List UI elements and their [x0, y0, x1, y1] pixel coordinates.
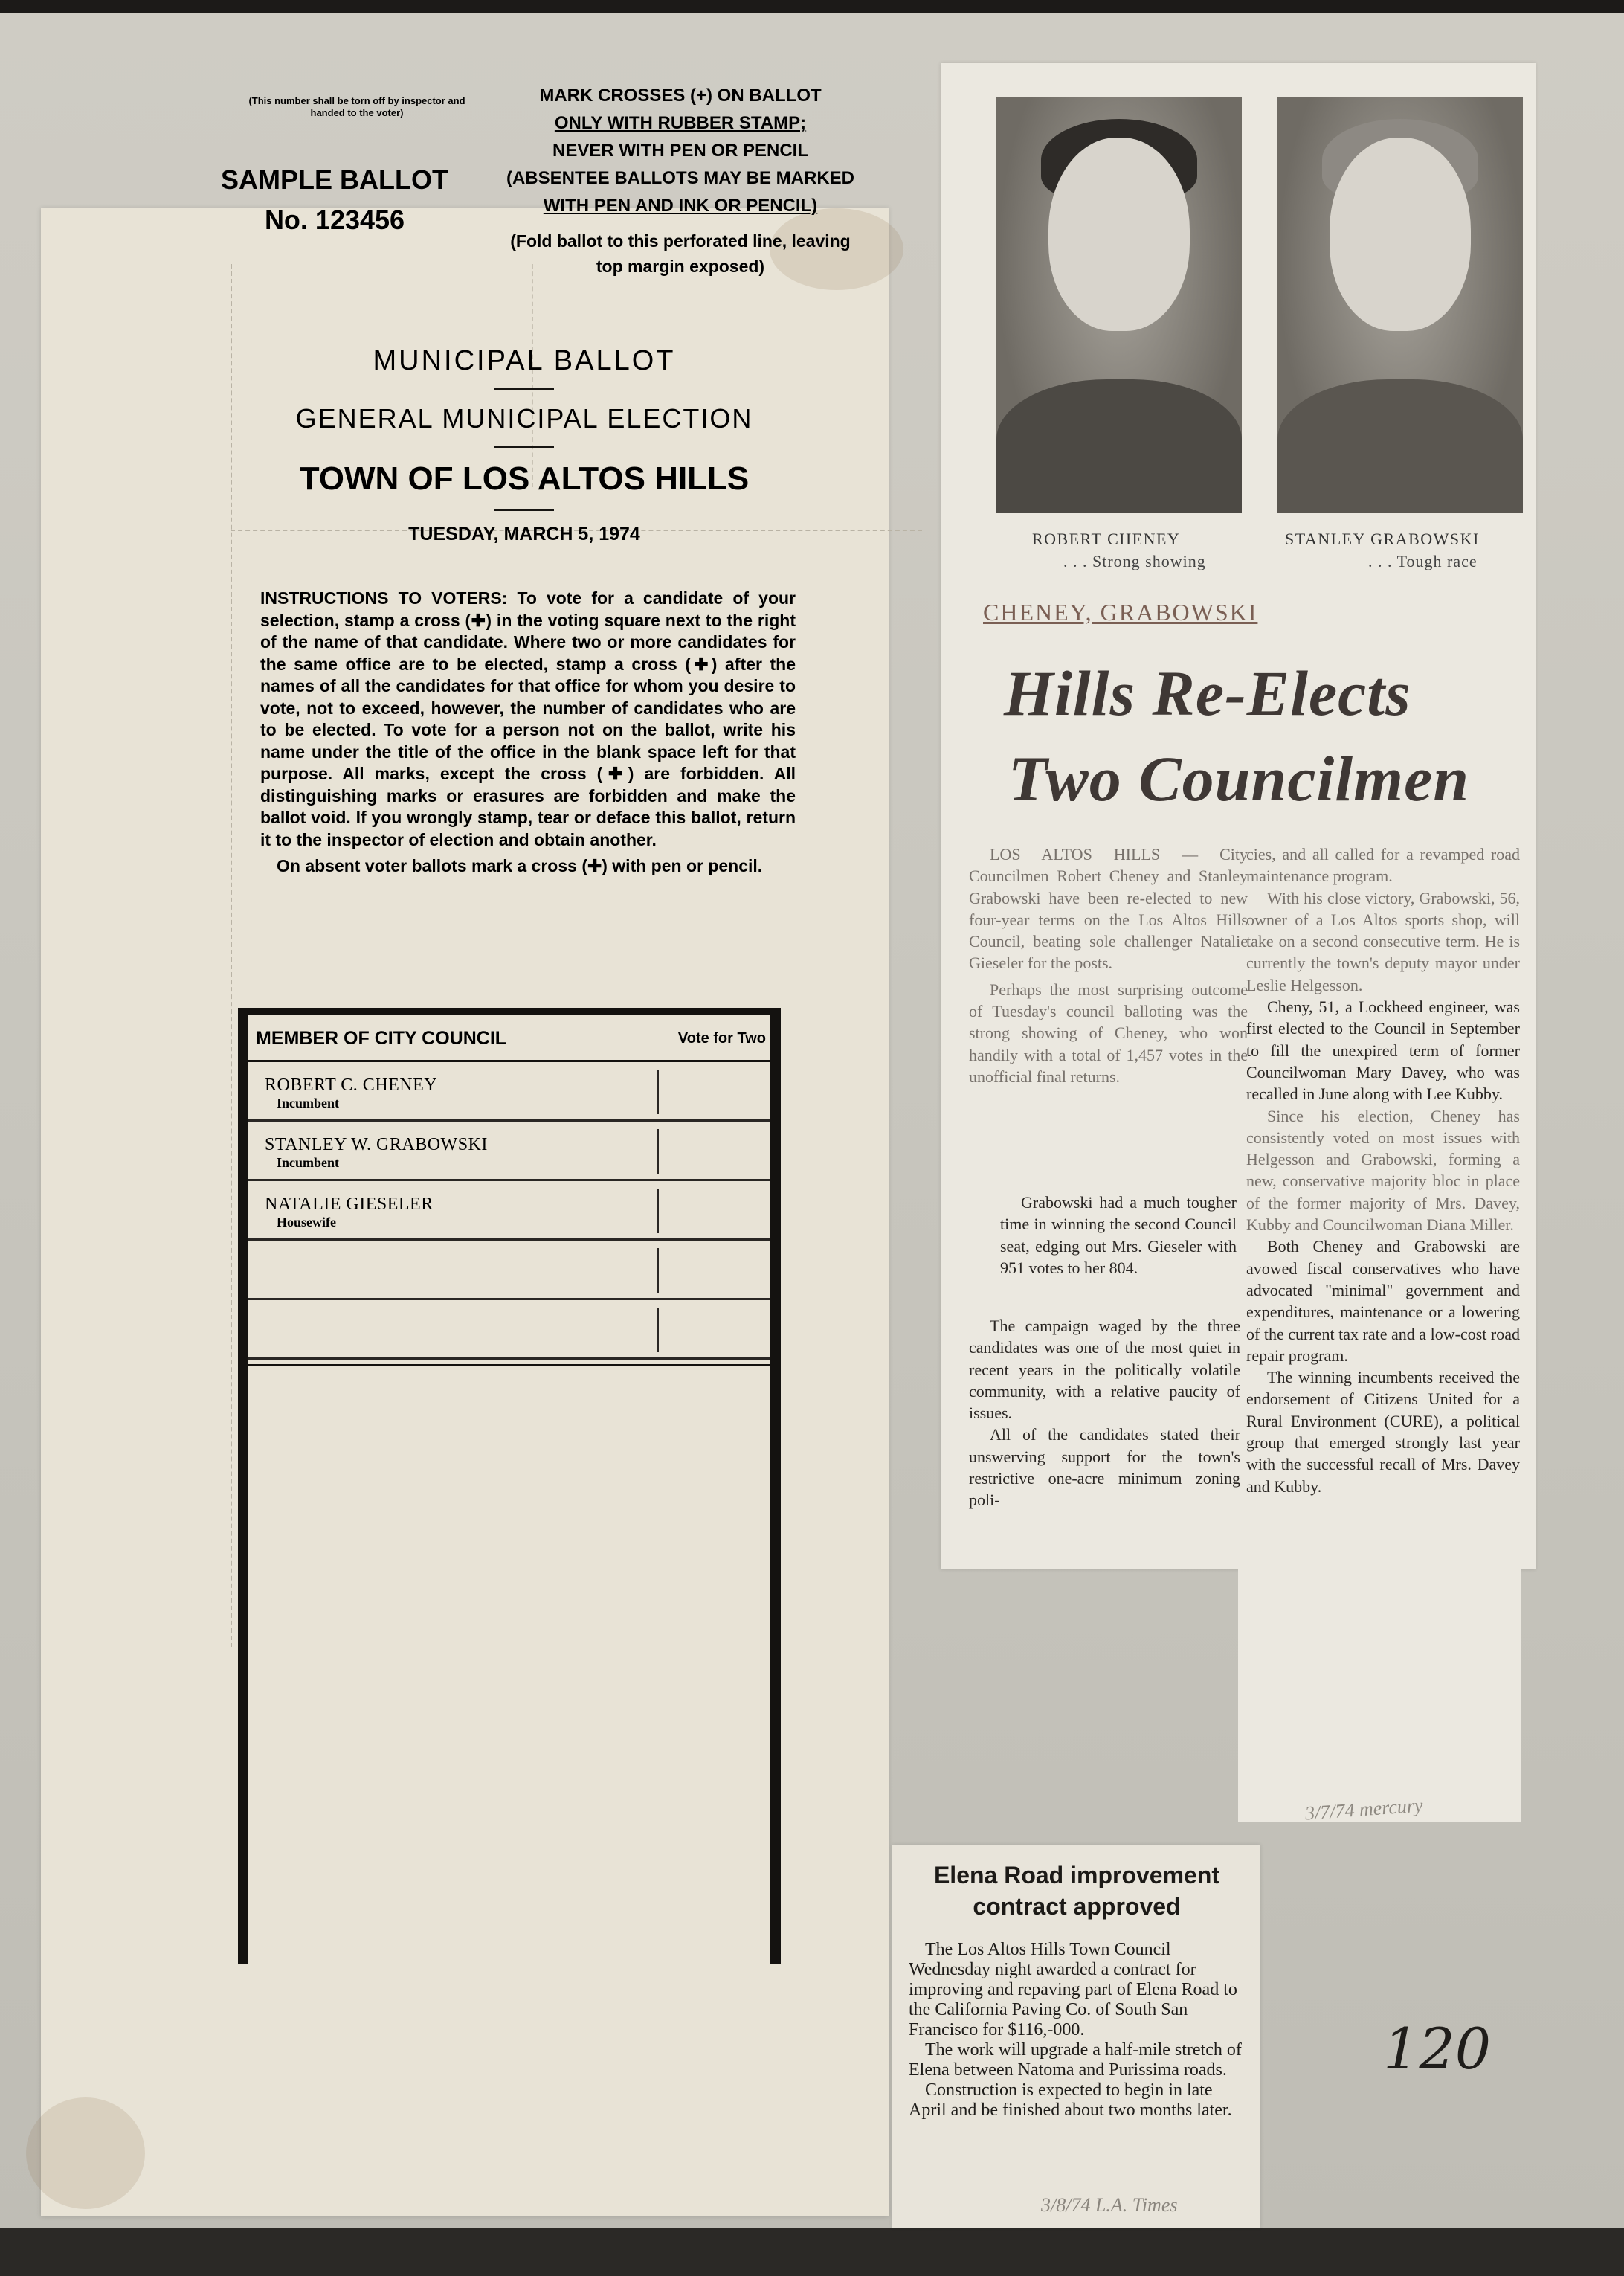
- candidate-row: [248, 1181, 770, 1241]
- top-frame-edge: [0, 0, 1624, 13]
- article-paragraph: The winning incumbents received the endorsement of Citizens United for a Rural Environment (CURE), a political group that emerged strongly last year with the successful recall of Mrs. Davey and Kubby.: [1246, 1368, 1520, 1496]
- candidate-row: [248, 1122, 770, 1181]
- voting-square[interactable]: [657, 1129, 659, 1174]
- article-paragraph: Perhaps the most surprising outcome of Tuesday's council balloting was the strong showing of Cheney, who won handily with a total of 1,457 votes in the unofficial final returns.: [969, 980, 1248, 1086]
- elena-article-body: [909, 1940, 1252, 2121]
- election-name: GENERAL MUNICIPAL ELECTION: [295, 403, 753, 434]
- divider: [494, 509, 554, 511]
- town-name: TOWN OF LOS ALTOS HILLS: [299, 460, 750, 497]
- article-paragraph: All of the candidates stated their unswerving support for the town's restrictive one-acre minimum zoning poli-: [969, 1425, 1240, 1510]
- candidate-name: ROBERT C. CHENEY: [265, 1076, 438, 1095]
- ballot-header: [216, 342, 833, 547]
- mark-line: WITH PEN AND INK OR PENCIL): [543, 196, 818, 216]
- voter-instructions: [260, 588, 796, 878]
- tear-off-note: (This number shall be torn off by inspector and handed to the voter): [248, 95, 465, 118]
- newspaper-clipping-extension: [1238, 1555, 1521, 1822]
- handwritten-source-note: 3/7/74 mercury: [1304, 1794, 1424, 1825]
- headline-line: Two Councilmen: [1008, 743, 1470, 814]
- photo-caption-note: . . . Tough race: [1368, 552, 1478, 570]
- photo-stanley-grabowski: [1277, 97, 1523, 513]
- article-column: [1246, 843, 1520, 1497]
- article-column: [969, 1315, 1240, 1511]
- article-paragraph: cies, and all called for a revamped road maintenance program.: [1246, 845, 1520, 886]
- vote-for-label: Vote for Two: [677, 1030, 766, 1047]
- mark-line: ONLY WITH RUBBER STAMP;: [554, 113, 807, 133]
- sample-ballot-title: SAMPLE BALLOT: [221, 164, 448, 195]
- article-paragraph: The campaign waged by the three candidates was one of the most quiet in recent years in the politically volatile community, with a relative paucity of issues.: [969, 1317, 1240, 1423]
- article-column: [969, 843, 1248, 1087]
- voting-square[interactable]: [657, 1248, 659, 1293]
- ballot-title: MUNICIPAL BALLOT: [373, 345, 676, 376]
- article-headline: [1004, 651, 1509, 822]
- absent-voter-note: On absent voter ballots mark a cross (✚) with pen or pencil.: [277, 856, 763, 875]
- mark-line: MARK CROSSES (+) ON BALLOT: [539, 86, 822, 106]
- elena-paragraph: Construction is expected to begin in late April and be finished about two months later.: [909, 2080, 1232, 2120]
- article-kicker: CHENEY, GRABOWSKI: [983, 599, 1258, 626]
- photo-caption-note: . . . Strong showing: [1063, 552, 1206, 570]
- candidate-name: STANLEY W. GRABOWSKI: [265, 1135, 488, 1154]
- stain: [26, 2097, 145, 2209]
- candidate-occupation: Housewife: [277, 1215, 336, 1229]
- council-header: [248, 1015, 770, 1062]
- photo-robert-cheney: [996, 97, 1242, 513]
- article-paragraph: With his close victory, Grabowski, 56, owner of a Los Altos sports shop, will take on a second consecutive term. He is currently the town's deputy mayor under Leslie Helgesson.: [1246, 888, 1520, 994]
- photo-caption-name: ROBERT CHENEY: [1032, 530, 1181, 548]
- mark-line: (ABSENTEE BALLOTS MAY BE MARKED: [506, 168, 855, 188]
- handwritten-source-note: 3/8/74 L.A. Times: [1041, 2194, 1178, 2216]
- article-paragraph: LOS ALTOS HILLS — City Councilmen Robert Cheney and Stanley Grabowski have been re-elected to new four-year terms on the Los Altos Hills Council, beating sole challenger Natalie Gieseler for the posts.: [969, 845, 1248, 973]
- divider: [494, 446, 554, 448]
- article-paragraph: Since his election, Cheney has consistently voted on most issues with Helgesson and Grabowski, forming a new, conservative majority bloc in place of the former majority of Mrs. Davey, Kubby and Councilwoman Diana Miller.: [1246, 1106, 1520, 1235]
- divider: [494, 388, 554, 390]
- handwritten-page-number: 120: [1383, 2016, 1492, 2082]
- sample-ballot-number: No. 123456: [264, 205, 405, 235]
- fold-note: (Fold ballot to this perforated line, leaving top margin exposed): [510, 231, 851, 276]
- instructions-text: INSTRUCTIONS TO VOTERS: To vote for a candidate of your selection, stamp a cross (✚) in the voting square next to the right of the name of that candidate. Where two or more candidates for the same office are to be elected, stamp a cross (✚) after the names of all the candidates for that office for whom you desire to vote, not to exceed, however, the number of candidates who are to be elected. To vote for a person not on the ballot, write his name under the title of the office in the blank space left for that purpose. All marks, except the cross (✚) are forbidden. All distinguishing marks or erasures are forbidden and make the ballot void. If you wrongly stamp, tear or deface this ballot, return it to the inspector of election and obtain another.: [260, 588, 796, 849]
- candidate-occupation: Incumbent: [277, 1096, 340, 1110]
- mark-line: NEVER WITH PEN OR PENCIL: [552, 141, 809, 161]
- article-paragraph: Cheny, 51, a Lockheed engineer, was first elected to the Council in September to fill the unexpired term of former Councilwoman Mary Davey, who was recalled in June along with Lee Kubby.: [1246, 997, 1520, 1104]
- article-paragraph: Both Cheney and Grabowski are avowed fiscal conservatives who have advocated "minimal" government and expenditures, maintenance or a lowering of the current tax rate and a low-cost road repair program.: [1246, 1237, 1520, 1365]
- candidate-row: [248, 1062, 770, 1122]
- marking-instructions: [506, 82, 855, 279]
- candidate-occupation: Incumbent: [277, 1155, 340, 1170]
- article-column: [1000, 1192, 1237, 1279]
- article-paragraph: Grabowski had a much tougher time in winning the second Council seat, edging out Mrs. Gieseler with 951 votes to her 804.: [1000, 1193, 1237, 1277]
- write-in-row[interactable]: [248, 1241, 770, 1300]
- section-end-rule: [248, 1360, 770, 1366]
- election-date: TUESDAY, MARCH 5, 1974: [408, 524, 640, 544]
- sample-ballot-stub: [216, 160, 454, 240]
- voting-square[interactable]: [657, 1189, 659, 1233]
- headline-line: Hills Re-Elects: [1004, 658, 1411, 729]
- bottom-frame-edge: [0, 2228, 1624, 2276]
- photo-caption-name: STANLEY GRABOWSKI: [1285, 530, 1480, 548]
- voting-square[interactable]: [657, 1070, 659, 1114]
- elena-headline: Elena Road improvement contract approved: [933, 1862, 1220, 1920]
- council-title: MEMBER OF CITY COUNCIL: [256, 1028, 507, 1049]
- voting-square[interactable]: [657, 1308, 659, 1352]
- write-in-row[interactable]: [248, 1300, 770, 1360]
- elena-paragraph: The work will upgrade a half-mile stretch of Elena between Natoma and Purissima roads.: [909, 2040, 1242, 2080]
- candidate-name: NATALIE GIESELER: [265, 1195, 434, 1214]
- city-council-section: [238, 1008, 781, 1964]
- elena-paragraph: The Los Altos Hills Town Council Wednesday night awarded a contract for improving and repaving part of Elena Road to the California Paving Co. of South San Francisco for $116,-000.: [909, 1940, 1237, 2039]
